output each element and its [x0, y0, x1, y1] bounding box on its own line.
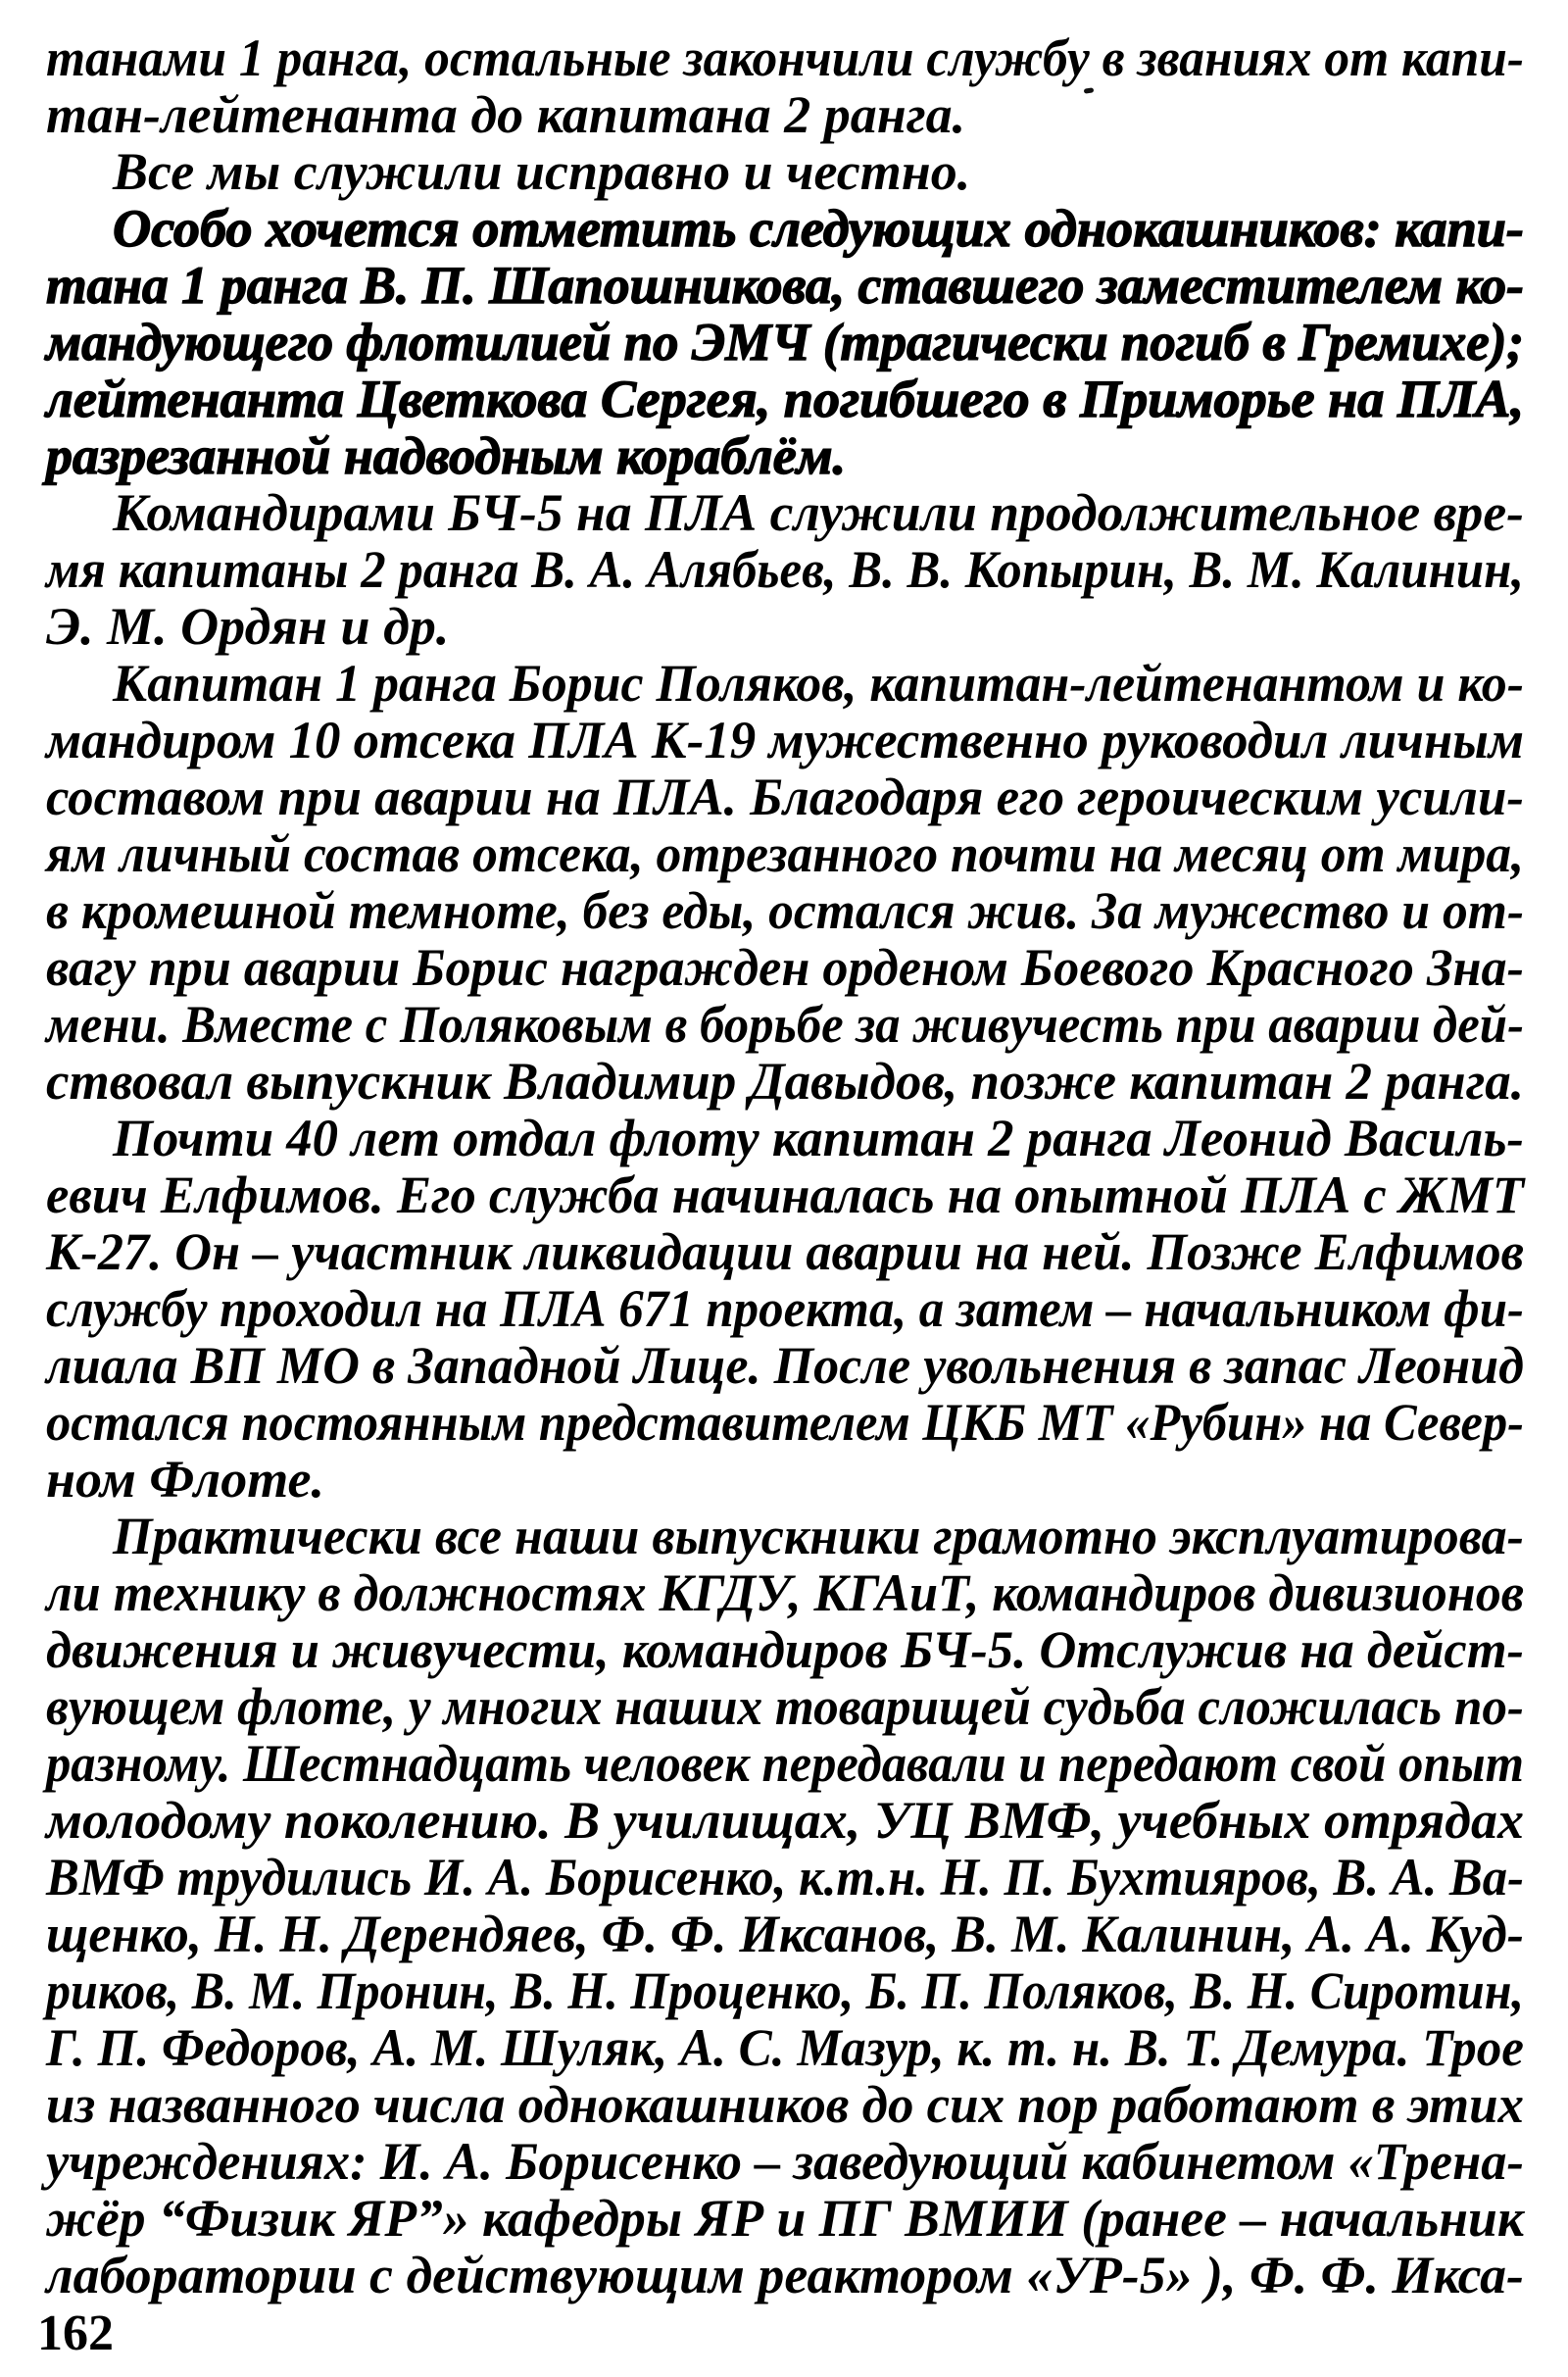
text-line	[46, 1564, 1524, 1621]
text-line-content: Все мы служили исправно и честно.	[113, 142, 971, 201]
text-line	[46, 371, 1524, 427]
text-line-content: Г. П. Федоров, А. М. Шуляк, А. С. Мазур, к. т. н. В. Т. Демура. Трое	[46, 2018, 1524, 2077]
text-line-content: Э. М. Ордян и др.	[46, 597, 450, 656]
text-line-content: тана 1 ранга В. П. Шапошникова, ставшего заместителем ко-	[46, 256, 1524, 315]
text-line-content: разрезанной надводным кораблём.	[46, 426, 847, 485]
text-line-content: ли технику в должностях КГДУ, КГАиТ, командиров дивизионов	[46, 1563, 1524, 1622]
text-line	[46, 1053, 1524, 1110]
text-line-content: ВМФ трудились И. А. Борисенко, к.т.н. Н. П. Бухтияров, В. А. Ва-	[46, 1848, 1524, 1907]
text-line	[46, 712, 1524, 768]
text-line-content: учреждениях: И. А. Борисенко – заведующий кабинетом «Трена-	[46, 2132, 1524, 2191]
text-line-content: ном Флоте.	[46, 1450, 324, 1509]
text-line	[46, 598, 1524, 655]
text-line	[46, 2019, 1524, 2076]
text-line-content: лиала ВП МО в Западной Лице. После увольнения в запас Леонид	[46, 1336, 1524, 1395]
text-line-content: щенко, Н. Н. Дерендяев, Ф. Ф. Иксанов, В. М. Калинин, А. А. Куд-	[46, 1905, 1524, 1963]
text-line	[46, 314, 1524, 371]
text-line-content: мандиром 10 отсека ПЛА К-19 мужественно руководил личным	[46, 711, 1524, 769]
text-line-content: вующем флоте, у многих наших товарищей судьба сложилась по-	[46, 1677, 1524, 1736]
text-line	[46, 541, 1524, 598]
text-line-content: вагу при аварии Борис награжден орденом Боевого Красного Зна-	[46, 938, 1524, 997]
text-line	[46, 2133, 1524, 2190]
text-line-content: Особо хочется отметить следующих однокашников: капи-	[113, 199, 1524, 258]
text-column	[46, 29, 1524, 2303]
text-line-content: мени. Вместе с Поляковым в борьбе за живучесть при аварии дей-	[46, 995, 1524, 1054]
text-line	[46, 1337, 1524, 1394]
text-line-content: Капитан 1 ранга Борис Поляков, капитан-лейтенантом и ко-	[113, 654, 1524, 713]
text-line-content: евич Елфимов. Его служба начиналась на опытной ПЛА с ЖМТ	[46, 1165, 1524, 1224]
text-line-content: тан-лейтенанта до капитана 2 ранга.	[46, 85, 966, 144]
text-line	[46, 1792, 1524, 1849]
text-line	[46, 86, 1524, 143]
text-line-content: разному. Шестнадцать человек передавали и передают свой опыт	[46, 1734, 1524, 1793]
text-line	[46, 1678, 1524, 1735]
text-line	[46, 1394, 1524, 1451]
text-line	[46, 1621, 1524, 1678]
text-line-content: движения и живучести, командиров БЧ-5. Отслужив на дейст-	[46, 1620, 1524, 1679]
text-line	[46, 1451, 1524, 1508]
text-line	[46, 1849, 1524, 1906]
text-line-content: К-27. Он – участник ликвидации аварии на ней. Позже Елфимов	[46, 1222, 1524, 1281]
text-line	[46, 1906, 1524, 1962]
text-line	[46, 200, 1524, 257]
text-line-content: жёр “Физик ЯР”» кафедры ЯР и ПГ ВМИИ (ранее – начальник	[46, 2189, 1524, 2248]
text-line	[46, 257, 1524, 314]
text-line	[46, 996, 1524, 1053]
text-line-content: лаборатории с действующим реактором «УР-5» ), Ф. Ф. Икса-	[46, 2246, 1524, 2304]
text-line-content: танами 1 ранга, остальные закончили службу в званиях от капи-	[46, 28, 1524, 87]
text-line	[46, 484, 1524, 541]
text-line	[46, 1280, 1524, 1337]
text-line	[46, 939, 1524, 996]
text-line-content: Почти 40 лет отдал флоту капитан 2 ранга Леонид Василь-	[113, 1109, 1524, 1167]
text-line-content: лейтенанта Цветкова Сергея, погибшего в Приморье на ПЛА,	[46, 370, 1524, 428]
text-line-content: молодому поколению. В училищах, УЦ ВМФ, учебных отрядах	[46, 1791, 1524, 1850]
text-line	[46, 1166, 1524, 1223]
text-line	[46, 882, 1524, 939]
text-line-content: Практически все наши выпускники грамотно эксплуатирова-	[113, 1507, 1524, 1565]
text-line	[46, 1962, 1524, 2019]
text-line-content: ствовал выпускник Владимир Давыдов, позже капитан 2 ранга.	[46, 1052, 1524, 1111]
text-line	[46, 427, 1524, 484]
text-line	[46, 1110, 1524, 1166]
text-line	[46, 1735, 1524, 1792]
text-line	[46, 2247, 1524, 2303]
text-line-content: мандующего флотилией по ЭМЧ (трагически погиб в Гремихе);	[46, 313, 1524, 371]
text-line	[46, 825, 1524, 882]
text-line-content: ям личный состав отсека, отрезанного почти на месяц от мира,	[46, 824, 1524, 883]
text-line-content: риков, В. М. Пронин, В. Н. Проценко, Б. П. Поляков, В. Н. Сиротин,	[46, 1961, 1524, 2020]
page-number: 162	[37, 2305, 114, 2361]
text-line	[46, 2190, 1524, 2247]
text-line	[46, 2076, 1524, 2133]
text-line-content: службу проходил на ПЛА 671 проекта, а затем – начальником фи-	[46, 1279, 1524, 1338]
text-line	[46, 29, 1524, 86]
text-line-content: Командирами БЧ-5 на ПЛА служили продолжительное вре-	[113, 483, 1524, 542]
text-line-content: мя капитаны 2 ранга В. А. Алябьев, В. В. Копырин, В. М. Калинин,	[46, 540, 1524, 599]
text-line-content: составом при аварии на ПЛА. Благодаря его героическим усили-	[46, 768, 1524, 826]
text-line	[46, 768, 1524, 825]
text-line	[46, 1223, 1524, 1280]
text-line	[46, 1508, 1524, 1564]
text-line	[46, 143, 1524, 200]
text-line-content: остался постоянным представителем ЦКБ МТ «Рубин» на Север-	[46, 1393, 1524, 1452]
text-line	[46, 655, 1524, 712]
text-line-content: из названного числа однокашников до сих пор работают в этих	[46, 2075, 1524, 2134]
text-line-content: в кромешной темноте, без еды, остался жив. За мужество и от-	[46, 881, 1524, 940]
